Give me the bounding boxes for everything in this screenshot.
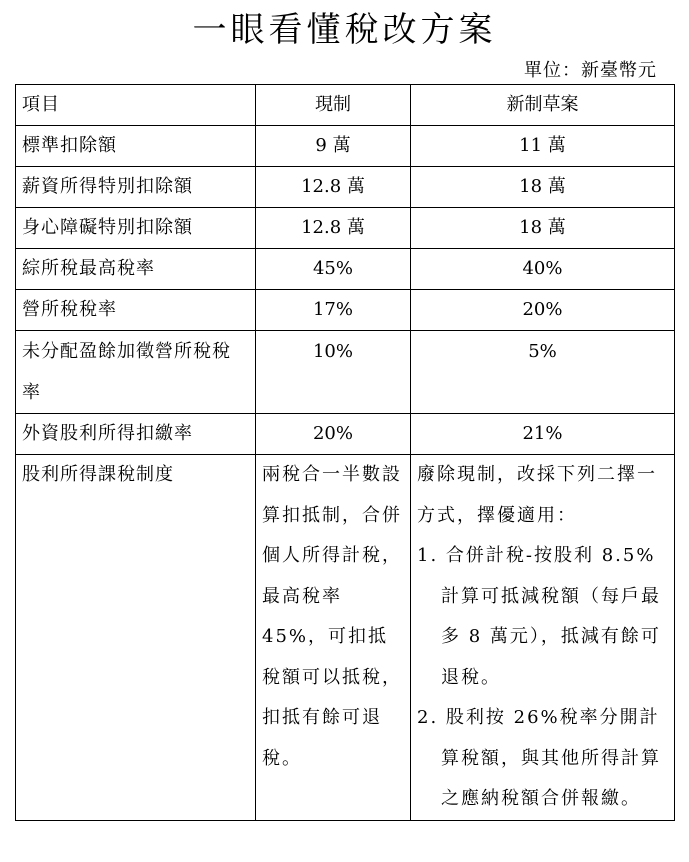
table-row xyxy=(16,249,675,290)
row-proposed: 18 萬 xyxy=(411,208,675,249)
table-row xyxy=(16,290,675,331)
row-proposed xyxy=(411,455,675,821)
header-current: 現制 xyxy=(256,85,411,126)
dividend-current-text: 兩稅合一半數設算扣抵制，合併個人所得計稅，最高稅率45%，可扣抵稅額可以抵稅，扣抵有餘可退稅。 xyxy=(262,464,402,769)
row-item: 薪資所得特別扣除額 xyxy=(16,167,256,208)
row-item: 股利所得課稅制度 xyxy=(16,455,256,821)
table-row-dividend xyxy=(16,455,675,821)
unit-note: 單位：新臺幣元 xyxy=(524,60,657,81)
row-proposed: 18 萬 xyxy=(411,167,675,208)
tax-reform-table xyxy=(15,84,675,821)
page-title: 一眼看懂稅改方案 xyxy=(192,10,497,50)
row-item: 綜所稅最高稅率 xyxy=(16,249,256,290)
row-current: 45% xyxy=(256,249,411,290)
table-row xyxy=(16,167,675,208)
row-current: 17% xyxy=(256,290,411,331)
row-item: 標準扣除額 xyxy=(16,126,256,167)
header-proposed: 新制草案 xyxy=(411,85,675,126)
row-current: 12.8 萬 xyxy=(256,208,411,249)
dividend-options-list xyxy=(417,536,668,820)
row-current: 12.8 萬 xyxy=(256,167,411,208)
list-item: 1. 合併計稅-按股利 8.5%計算可抵減稅額（每戶最多 8 萬元），抵減有餘可退稅。 xyxy=(417,545,661,688)
row-current xyxy=(256,455,411,821)
row-proposed: 20% xyxy=(411,290,675,331)
row-proposed: 11 萬 xyxy=(411,126,675,167)
table-header-row xyxy=(16,85,675,126)
row-current: 10% xyxy=(256,331,411,414)
row-proposed: 5% xyxy=(411,331,675,414)
row-current: 20% xyxy=(256,414,411,455)
table-row xyxy=(16,126,675,167)
row-proposed: 21% xyxy=(411,414,675,455)
row-item: 外資股利所得扣繳率 xyxy=(16,414,256,455)
table-row xyxy=(16,331,675,414)
table-row xyxy=(16,414,675,455)
row-item: 身心障礙特別扣除額 xyxy=(16,208,256,249)
row-item: 營所稅稅率 xyxy=(16,290,256,331)
table-row xyxy=(16,208,675,249)
header-item: 項目 xyxy=(16,85,256,126)
row-current: 9 萬 xyxy=(256,126,411,167)
list-item: 2. 股利按 26%稅率分開計算稅額，與其他所得計算之應納稅額合併報繳。 xyxy=(417,707,661,809)
row-proposed: 40% xyxy=(411,249,675,290)
row-item: 未分配盈餘加徵營所稅稅率 xyxy=(16,331,256,414)
dividend-proposed-intro: 廢除現制，改採下列二擇一方式，擇優適用： xyxy=(417,464,657,526)
